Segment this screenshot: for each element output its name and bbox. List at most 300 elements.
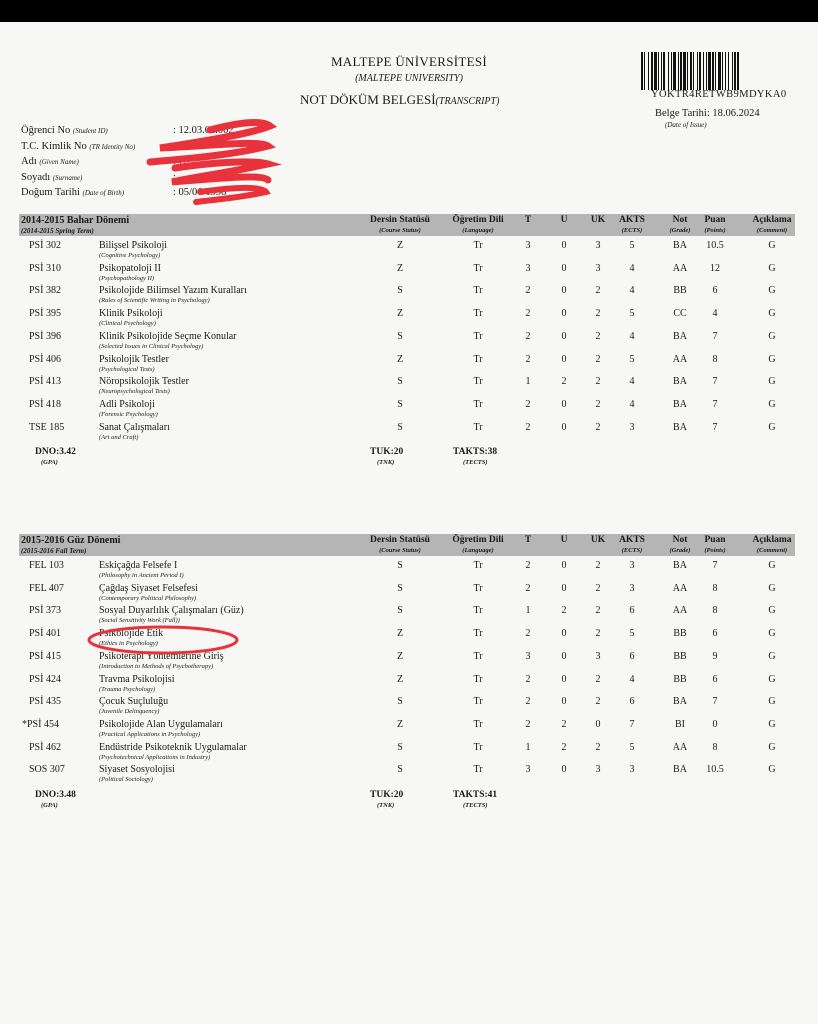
course-comment: G — [768, 741, 776, 753]
course-code: PSİ 310 — [29, 262, 61, 274]
course-course-status: Z — [396, 650, 404, 662]
course-course-status: S — [397, 398, 403, 410]
total-ects-label-en: (TECTS) — [463, 802, 488, 809]
course-credits: 3 — [595, 262, 601, 274]
course-name-en: (Political Sociology) — [99, 776, 153, 784]
course-grade: BI — [675, 718, 685, 730]
course-ects: 6 — [629, 605, 635, 617]
course-name-en: (Forensic Psychology) — [99, 410, 158, 418]
course-comment: G — [768, 285, 776, 297]
course-ects: 7 — [629, 718, 635, 730]
column-header-theory-hours: T — [524, 535, 532, 545]
course-theory-hours: 2 — [525, 330, 531, 342]
column-header-points: Puan — [704, 215, 726, 225]
course-language: Tr — [473, 696, 483, 708]
course-practice-hours: 0 — [561, 421, 567, 433]
issue-date: Belge Tarihi: 18.06.2024 — [655, 108, 760, 119]
total-ects-label-en: (TECTS) — [463, 459, 488, 467]
course-grade: BA — [673, 398, 687, 410]
column-header-ects-en: (ECTS) — [621, 227, 643, 234]
course-credits: 2 — [595, 308, 601, 320]
course-name: Eskiçağda Felsefe I — [99, 560, 178, 571]
course-language: Tr — [473, 308, 483, 320]
course-grade: AA — [672, 741, 688, 753]
course-code: PSİ 462 — [29, 741, 61, 753]
course-course-status: S — [397, 285, 403, 297]
course-credits: 2 — [595, 696, 601, 708]
column-header-language-en: (Language) — [462, 227, 494, 234]
course-course-status: S — [397, 376, 403, 388]
course-points: 6 — [712, 628, 718, 640]
field-label: T.C. Kimlik No — [21, 141, 87, 152]
course-grade: AA — [672, 262, 688, 274]
column-header-practice-hours: U — [560, 535, 568, 545]
course-points: 8 — [712, 741, 718, 753]
total-ects: TAKTS:41 — [453, 790, 498, 800]
course-theory-hours: 2 — [525, 582, 531, 594]
course-name: Travma Psikolojisi — [99, 673, 175, 685]
course-course-status: Z — [396, 308, 404, 320]
course-practice-hours: 0 — [561, 764, 567, 776]
course-ects: 3 — [629, 582, 635, 594]
course-language: Tr — [473, 285, 483, 297]
course-credits: 2 — [595, 582, 601, 594]
course-course-status: S — [397, 560, 403, 571]
course-grade: AA — [672, 582, 688, 594]
course-name-en: (Introduction to Methods of Psychotherapy) — [99, 662, 214, 670]
gpa-label-en: (GPA) — [41, 459, 58, 467]
course-points: 7 — [712, 398, 718, 410]
course-course-status: S — [397, 330, 403, 342]
course-ects: 3 — [629, 764, 635, 776]
total-ects: TAKTS:38 — [453, 447, 498, 458]
course-course-status: Z — [396, 628, 404, 640]
course-points: 7 — [712, 560, 718, 571]
course-grade: BA — [673, 330, 687, 342]
course-name: Psikolojik Testler — [99, 353, 169, 365]
course-name-en: (Social Sensitivity Work (Fall)) — [99, 617, 180, 625]
course-comment: G — [768, 582, 776, 594]
course-points: 0 — [712, 718, 718, 730]
course-ects: 5 — [629, 353, 635, 365]
course-points: 4 — [712, 308, 718, 320]
course-name: Klinik Psikoloji — [99, 308, 163, 320]
column-header-comment-en: (Comment) — [756, 547, 788, 554]
course-name-en: (Cognitive Psychology) — [99, 252, 161, 259]
course-code: PSİ 406 — [29, 353, 61, 365]
column-header-course-status-en: (Course Status) — [379, 547, 421, 554]
course-credits: 2 — [595, 628, 601, 640]
course-practice-hours: 0 — [561, 560, 567, 571]
course-name-en: (Clinical Psychology) — [99, 320, 156, 328]
course-practice-hours: 2 — [561, 376, 567, 388]
course-name: Sanat Çalışmaları — [99, 421, 170, 433]
course-theory-hours: 2 — [525, 308, 531, 320]
course-name: Çağdaş Siyaset Felsefesi — [99, 582, 198, 594]
course-theory-hours: 1 — [525, 376, 531, 388]
course-language: Tr — [473, 718, 483, 730]
column-header-grade: Not — [672, 215, 688, 225]
column-header-comment-en: (Comment) — [756, 227, 788, 234]
course-name-en: (Neuropsychological Tests) — [99, 388, 170, 396]
course-points: 7 — [712, 330, 718, 342]
highlight-circle — [89, 627, 237, 653]
course-course-status: Z — [396, 240, 404, 251]
course-credits: 2 — [595, 353, 601, 365]
course-name-en: (Trauma Psychology) — [99, 685, 156, 693]
course-grade: CC — [673, 308, 687, 320]
course-course-status: S — [397, 764, 403, 776]
course-course-status: S — [397, 696, 403, 708]
column-header-grade: Not — [672, 535, 688, 545]
course-code: FEL 103 — [29, 560, 64, 571]
course-code: PSİ 424 — [29, 673, 61, 685]
course-course-status: Z — [396, 262, 404, 274]
column-header-points: Puan — [704, 535, 726, 545]
course-ects: 4 — [629, 376, 635, 388]
course-practice-hours: 0 — [561, 330, 567, 342]
course-language: Tr — [473, 262, 483, 274]
course-name: Psikolojide Etik — [99, 628, 164, 640]
column-header-language: Öğretim Dili — [452, 535, 504, 545]
university-name: MALTEPE ÜNİVERSİTESİ — [330, 54, 488, 69]
column-header-ects: AKTS — [619, 535, 645, 545]
course-credits: 2 — [595, 330, 601, 342]
course-language: Tr — [473, 605, 483, 617]
field-label-en: (Date of Birth) — [82, 189, 125, 197]
course-theory-hours: 3 — [525, 650, 531, 662]
course-points: 8 — [712, 605, 718, 617]
course-comment: G — [768, 308, 776, 320]
course-comment: G — [768, 696, 776, 708]
course-practice-hours: 0 — [561, 696, 567, 708]
course-language: Tr — [473, 376, 483, 388]
course-language: Tr — [473, 673, 483, 685]
course-credits: 2 — [595, 398, 601, 410]
course-code: PSİ 302 — [29, 240, 61, 251]
course-credits: 3 — [595, 764, 601, 776]
course-points: 9 — [712, 650, 718, 662]
column-header-practice-hours: U — [560, 215, 568, 225]
course-ects: 4 — [629, 330, 635, 342]
course-theory-hours: 1 — [525, 605, 531, 617]
course-name-en: (Psychopathology II) — [99, 274, 155, 282]
student-field-value: : — [173, 172, 176, 183]
course-practice-hours: 2 — [561, 605, 567, 617]
university-name-en: (MALTEPE UNIVERSITY) — [355, 73, 463, 84]
course-credits: 3 — [595, 240, 601, 251]
course-name: Psikopatoloji II — [99, 262, 161, 274]
course-comment: G — [768, 376, 776, 388]
course-code: PSİ 418 — [29, 398, 61, 410]
course-language: Tr — [473, 582, 483, 594]
course-name-en: (Philosophy in Ancient Period I) — [99, 572, 184, 579]
course-theory-hours: 2 — [525, 696, 531, 708]
course-ects: 5 — [629, 240, 635, 251]
course-grade: BB — [673, 285, 687, 297]
redaction-scribble — [150, 123, 270, 162]
course-practice-hours: 0 — [561, 582, 567, 594]
student-field-value: : 05/06/1998 — [173, 187, 227, 198]
column-header-course-status: Dersin Statüsü — [370, 535, 430, 545]
course-name: Siyaset Sosyolojisi — [99, 764, 175, 776]
document-title-tr: NOT DÖKÜM BELGESİ — [300, 92, 436, 107]
course-credits: 0 — [595, 718, 601, 730]
course-credits: 2 — [595, 605, 601, 617]
field-label-en: (Given Name) — [39, 158, 79, 166]
course-grade: AA — [672, 353, 688, 365]
redaction-scribble — [196, 188, 266, 202]
course-code: PSİ 395 — [29, 308, 61, 320]
course-code: TSE 185 — [29, 421, 65, 433]
total-credits: TUK:20 — [370, 790, 404, 800]
course-theory-hours: 2 — [525, 285, 531, 297]
field-label: Doğum Tarihi — [21, 187, 80, 198]
course-course-status: S — [397, 421, 403, 433]
term-title-en: (2014-2015 Spring Term) — [21, 227, 94, 235]
course-language: Tr — [473, 741, 483, 753]
term-title: 2014-2015 Bahar Dönemi — [21, 215, 130, 226]
course-language: Tr — [473, 240, 483, 251]
column-header-course-status-en: (Course Status) — [379, 227, 421, 234]
course-theory-hours: 2 — [525, 421, 531, 433]
course-grade: BA — [673, 560, 687, 571]
column-header-course-status: Dersin Statüsü — [370, 215, 430, 225]
course-credits: 2 — [595, 285, 601, 297]
course-comment: G — [768, 605, 776, 617]
column-header-comment: Açıklama — [752, 535, 792, 545]
course-name: Psikolojide Alan Uygulamaları — [99, 718, 223, 730]
course-grade: AA — [672, 605, 688, 617]
student-field-value: : Ç. — [173, 156, 189, 167]
course-points: 7 — [712, 696, 718, 708]
field-label-en: (Surname) — [52, 174, 83, 182]
course-code: PSİ 415 — [29, 650, 61, 662]
column-header-credits: UK — [590, 215, 606, 225]
course-points: 7 — [712, 421, 718, 433]
field-label: Adı — [21, 156, 37, 167]
course-points: 10.5 — [706, 240, 724, 251]
course-theory-hours: 2 — [525, 560, 531, 571]
term-title: 2015-2016 Güz Dönemi — [21, 535, 121, 546]
course-practice-hours: 0 — [561, 353, 567, 365]
pen-marks — [0, 22, 818, 1024]
course-practice-hours: 0 — [561, 262, 567, 274]
course-language: Tr — [473, 628, 483, 640]
course-name: Çocuk Suçluluğu — [99, 696, 169, 708]
course-name-en: (Psychotechnical Applications in Industry) — [99, 753, 211, 761]
issue-date-en: (Date of Issue) — [665, 121, 707, 129]
course-points: 6 — [712, 673, 718, 685]
column-header-theory-hours: T — [524, 215, 532, 225]
course-name-en: (Juvenile Delinquency) — [99, 708, 160, 716]
gpa-value: DNO:3.42 — [35, 447, 76, 458]
course-name: Klinik Psikolojide Seçme Konular — [99, 330, 237, 342]
course-ects: 4 — [629, 285, 635, 297]
course-code: PSİ 373 — [29, 605, 61, 617]
course-practice-hours: 0 — [561, 240, 567, 251]
course-language: Tr — [473, 560, 483, 571]
course-course-status: Z — [396, 718, 404, 730]
course-ects: 4 — [629, 398, 635, 410]
course-comment: G — [768, 718, 776, 730]
course-grade: BA — [673, 764, 687, 776]
course-code: PSİ 435 — [29, 696, 61, 708]
course-comment: G — [768, 650, 776, 662]
course-comment: G — [768, 421, 776, 433]
course-course-status: Z — [396, 353, 404, 365]
column-header-language-en: (Language) — [462, 547, 494, 554]
course-practice-hours: 0 — [561, 650, 567, 662]
course-code: PSİ 382 — [29, 285, 61, 297]
course-grade: BA — [673, 376, 687, 388]
field-label-en: (Student ID) — [72, 127, 108, 135]
course-ects: 5 — [629, 741, 635, 753]
course-course-status: S — [397, 582, 403, 594]
course-comment: G — [768, 673, 776, 685]
column-header-grade-en: (Grade) — [669, 547, 691, 554]
course-language: Tr — [473, 764, 483, 776]
course-grade: BB — [673, 673, 687, 685]
transcript-page — [0, 22, 818, 1024]
total-credits: TUK:20 — [370, 447, 404, 458]
course-points: 10.5 — [706, 764, 724, 776]
course-name-en: (Art and Craft) — [99, 433, 139, 441]
course-grade: BB — [673, 650, 687, 662]
course-comment: G — [768, 262, 776, 274]
course-points: 7 — [712, 376, 718, 388]
course-code: *PSİ 454 — [22, 718, 59, 730]
course-code: PSİ 401 — [29, 628, 61, 640]
course-ects: 4 — [629, 262, 635, 274]
course-practice-hours: 0 — [561, 308, 567, 320]
course-comment: G — [768, 398, 776, 410]
course-course-status: S — [397, 741, 403, 753]
course-points: 6 — [712, 285, 718, 297]
course-theory-hours: 3 — [525, 240, 531, 251]
barcode-code: YOKTR4RETWB9MDYKA0 — [651, 89, 787, 100]
course-code: PSİ 396 — [29, 330, 61, 342]
course-ects: 6 — [629, 650, 635, 662]
course-name-en: (Ethics in Psychology) — [99, 640, 158, 648]
column-header-comment: Açıklama — [752, 215, 792, 225]
course-credits: 2 — [595, 560, 601, 571]
student-field-value: : 12.03.01.002 — [173, 125, 234, 136]
course-theory-hours: 2 — [525, 353, 531, 365]
course-comment: G — [768, 764, 776, 776]
course-credits: 2 — [595, 673, 601, 685]
course-theory-hours: 2 — [525, 628, 531, 640]
course-grade: BA — [673, 421, 687, 433]
course-practice-hours: 0 — [561, 398, 567, 410]
total-credits-label-en: (TNK) — [377, 802, 395, 809]
course-ects: 3 — [629, 421, 635, 433]
course-credits: 3 — [595, 650, 601, 662]
column-header-ects: AKTS — [619, 215, 645, 225]
course-ects: 3 — [629, 560, 635, 571]
course-points: 8 — [712, 353, 718, 365]
course-name-en: (Contemporary Political Philosophy) — [99, 594, 197, 602]
course-practice-hours: 0 — [561, 673, 567, 685]
course-language: Tr — [473, 398, 483, 410]
course-comment: G — [768, 240, 776, 251]
course-course-status: S — [397, 605, 403, 617]
course-name-en: (Psychological Tests) — [99, 365, 155, 373]
gpa-value: DNO:3.48 — [35, 790, 76, 800]
course-grade: BB — [673, 628, 687, 640]
course-name: Nöropsikolojik Testler — [99, 376, 189, 388]
course-name-en: (Selected Issues in Clinical Psychology) — [99, 342, 204, 350]
course-points: 8 — [712, 582, 718, 594]
course-comment: G — [768, 628, 776, 640]
course-theory-hours: 2 — [525, 673, 531, 685]
course-theory-hours: 3 — [525, 764, 531, 776]
course-name-en: (Rules of Scientific Writing in Psychology) — [99, 297, 210, 305]
document-title-en: (TRANSCRIPT) — [435, 96, 500, 107]
column-header-language: Öğretim Dili — [452, 215, 504, 225]
course-practice-hours: 0 — [561, 628, 567, 640]
gpa-label-en: (GPA) — [41, 802, 58, 809]
course-comment: G — [768, 330, 776, 342]
course-theory-hours: 2 — [525, 398, 531, 410]
course-credits: 2 — [595, 376, 601, 388]
column-header-ects-en: (ECTS) — [621, 547, 643, 554]
course-practice-hours: 2 — [561, 718, 567, 730]
field-label-en: (TR Identity No) — [89, 143, 136, 151]
course-code: PSİ 413 — [29, 376, 61, 388]
course-code: SOS 307 — [29, 764, 65, 776]
course-ects: 5 — [629, 308, 635, 320]
course-points: 12 — [710, 262, 720, 274]
student-field-value: : 3 — [173, 141, 184, 152]
redaction-scribble — [172, 162, 268, 182]
course-name: Sosyal Duyarlılık Çalışmaları (Güz) — [99, 605, 244, 617]
course-name: Endüstride Psikoteknik Uygulamalar — [99, 741, 247, 753]
field-label: Soyadı — [21, 172, 51, 183]
column-header-credits: UK — [590, 535, 606, 545]
course-language: Tr — [473, 650, 483, 662]
course-comment: G — [768, 353, 776, 365]
course-grade: BA — [673, 240, 687, 251]
course-theory-hours: 2 — [525, 718, 531, 730]
course-name: Adli Psikoloji — [99, 398, 155, 410]
course-name: Psikolojide Bilimsel Yazım Kuralları — [99, 285, 247, 297]
course-language: Tr — [473, 330, 483, 342]
column-header-points-en: (Points) — [704, 547, 726, 554]
total-credits-label-en: (TNK) — [377, 459, 395, 467]
course-theory-hours: 3 — [525, 262, 531, 274]
course-practice-hours: 2 — [561, 741, 567, 753]
course-language: Tr — [473, 421, 483, 433]
course-name: Psikoterapi Yöntemlerine Giriş — [99, 650, 224, 662]
course-practice-hours: 0 — [561, 285, 567, 297]
course-ects: 5 — [629, 628, 635, 640]
course-comment: G — [768, 560, 776, 571]
course-grade: BA — [673, 696, 687, 708]
course-credits: 2 — [595, 741, 601, 753]
course-ects: 4 — [629, 673, 635, 685]
column-header-grade-en: (Grade) — [669, 227, 691, 234]
course-code: FEL 407 — [29, 582, 64, 594]
course-course-status: Z — [396, 673, 404, 685]
term-title-en: (2015-2016 Fall Term) — [21, 547, 87, 555]
course-language: Tr — [473, 353, 483, 365]
course-credits: 2 — [595, 421, 601, 433]
column-header-points-en: (Points) — [704, 227, 726, 234]
course-name: Bilişsel Psikoloji — [99, 240, 168, 251]
course-name-en: (Practical Applications in Psychology) — [99, 730, 201, 738]
course-theory-hours: 1 — [525, 741, 531, 753]
